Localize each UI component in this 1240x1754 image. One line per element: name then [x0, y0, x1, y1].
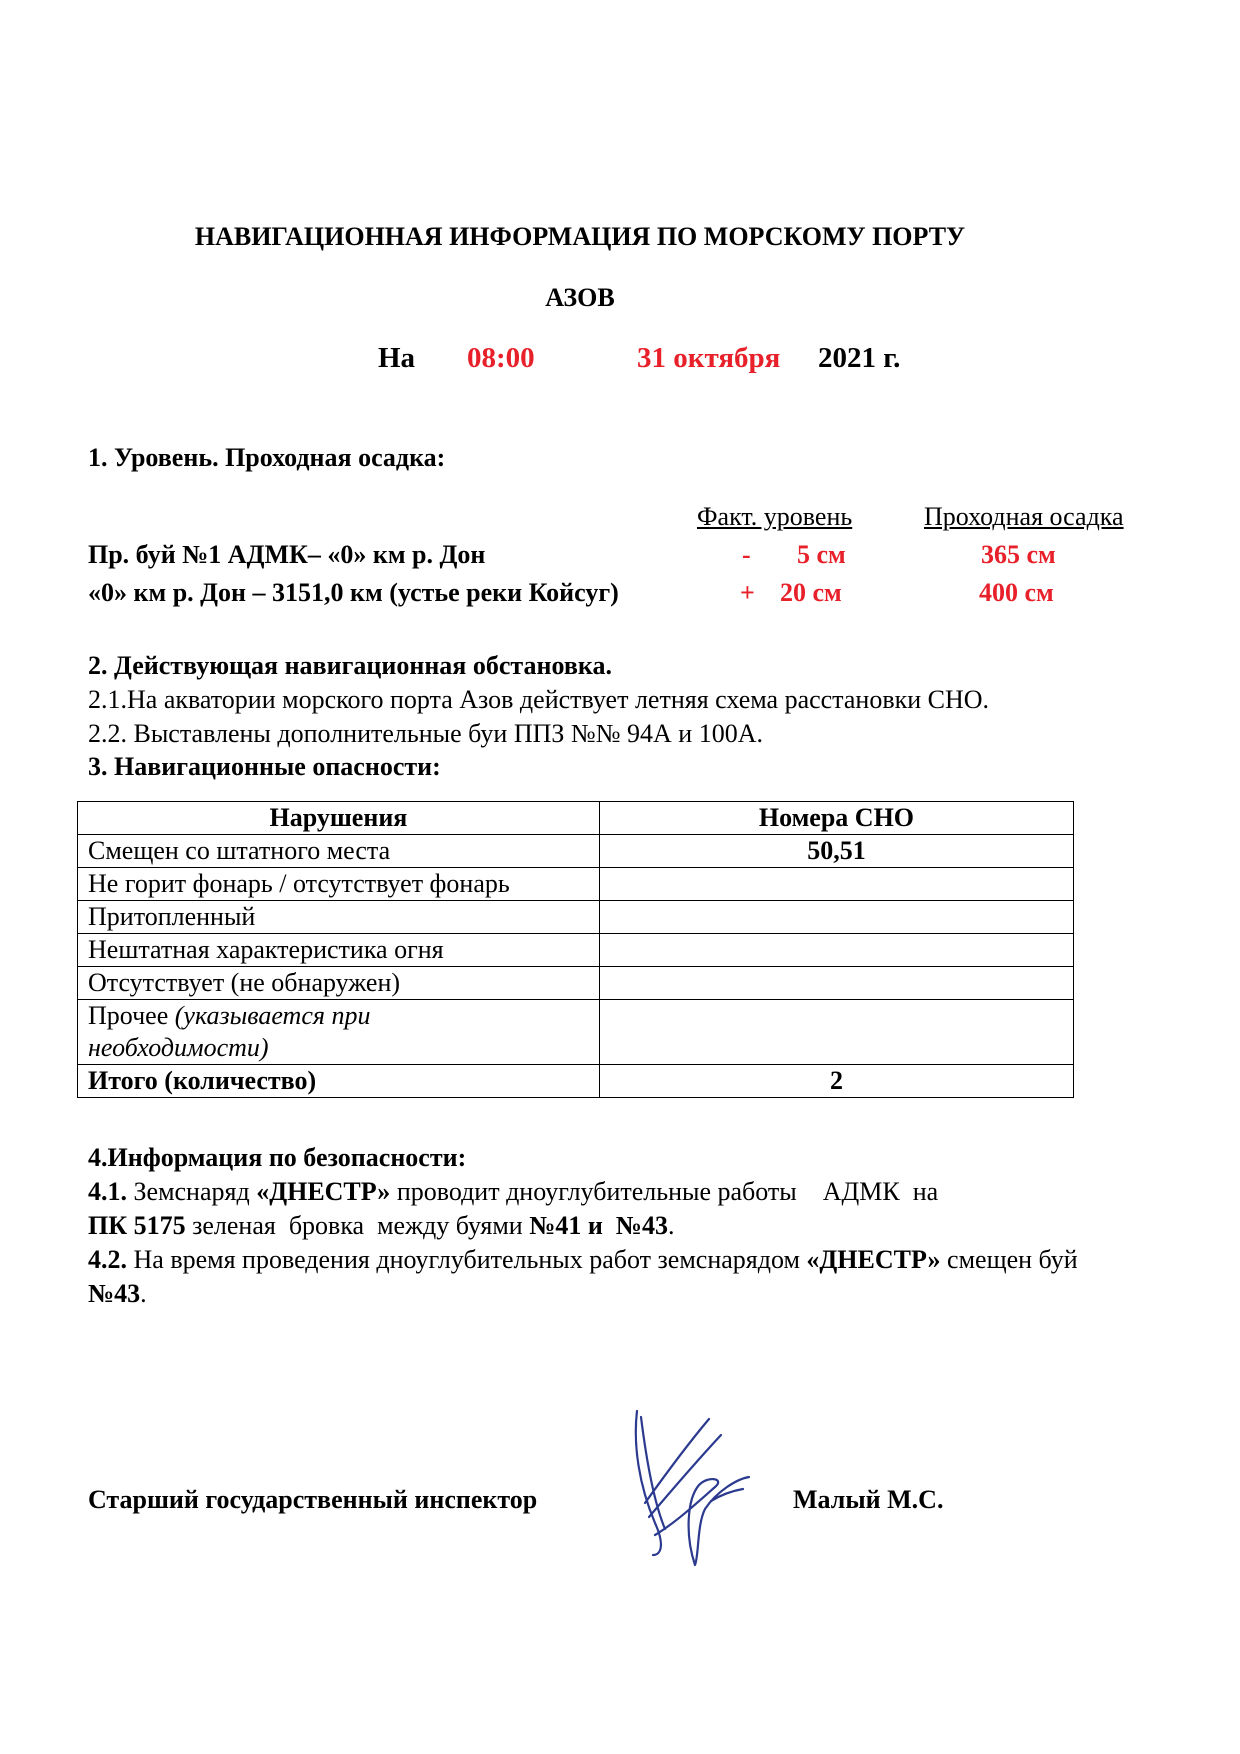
violation-label: Отсутствует (не обнаружен) [78, 967, 600, 1000]
total-label: Итого (количество) [78, 1065, 600, 1098]
level-row-sign: + [740, 578, 755, 607]
level-row-value: 20 см [780, 578, 842, 607]
violation-numbers [599, 1000, 1073, 1065]
safety-paragraph-2-cont [88, 1279, 147, 1309]
violation-numbers [599, 868, 1073, 901]
safety-paragraph-1 [88, 1177, 938, 1207]
violation-other-cell [78, 1000, 600, 1065]
report-year: 2021 г. [818, 342, 901, 374]
vessel-name: «ДНЕСТР» [256, 1177, 391, 1206]
table-row-other [78, 1000, 1074, 1065]
violation-numbers: 50,51 [599, 835, 1073, 868]
safety-text: зеленая бровка между буями [192, 1211, 523, 1240]
date-prefix: На [378, 342, 416, 374]
table-row [78, 868, 1074, 901]
safety-text: . [140, 1279, 147, 1308]
violation-numbers [599, 901, 1073, 934]
port-name: АЗОВ [545, 283, 615, 312]
section4-heading: 4.Информация по безопасности: [88, 1143, 467, 1172]
section1-heading: 1. Уровень. Проходная осадка: [88, 443, 446, 472]
table-row [78, 835, 1074, 868]
safety-text: проводит дноуглубительные работы АДМК на [396, 1177, 939, 1206]
section2-line: 2.1.На акватории морского порта Азов действует летняя схема расстановки СНО. [88, 685, 990, 714]
buoy-number: №43 [88, 1279, 141, 1308]
level-row-draft: 400 см [979, 578, 1054, 607]
safety-text: смещен буй [947, 1245, 1078, 1274]
signer-name: Малый М.С. [793, 1485, 944, 1514]
signer-position: Старший государственный инспектор [88, 1485, 538, 1514]
violation-other-note: (указывается при [174, 1001, 371, 1030]
col-violations-header: Нарушения [78, 802, 600, 835]
buoy-numbers: №41 и №43 [529, 1211, 668, 1240]
violation-label: Не горит фонарь / отсутствует фонарь [78, 868, 600, 901]
violation-other-note: необходимости) [88, 1033, 269, 1062]
violation-label: Нештатная характеристика огня [78, 934, 600, 967]
safety-paragraph-1-cont [88, 1211, 674, 1241]
level-row-place: Пр. буй №1 АДМК– «0» км р. Дон [88, 540, 486, 569]
hazards-table [77, 801, 1074, 1098]
table-row [78, 967, 1074, 1000]
total-value: 2 [599, 1065, 1073, 1098]
col-passing-draft: Проходная осадка [924, 502, 1124, 531]
section2-heading: 2. Действующая навигационная обстановка. [88, 651, 612, 680]
report-time: 08:00 [467, 342, 535, 374]
violation-numbers [599, 967, 1073, 1000]
document-title: НАВИГАЦИОННАЯ ИНФОРМАЦИЯ ПО МОРСКОМУ ПОРТУ [194, 222, 966, 251]
vessel-name: «ДНЕСТР» [806, 1245, 941, 1274]
col-fact-level: Факт. уровень [697, 502, 853, 531]
violation-other-label: Прочее [88, 1001, 169, 1030]
table-total-row [78, 1065, 1074, 1098]
level-row-value: 5 см [797, 540, 846, 569]
table-row [78, 901, 1074, 934]
section2-line: 2.2. Выставлены дополнительные буи ППЗ №№ 94А и 100А. [88, 719, 763, 748]
violation-label: Смещен со штатного места [78, 835, 600, 868]
violation-numbers [599, 934, 1073, 967]
safety-paragraph-2 [88, 1245, 1078, 1275]
level-row-draft: 365 см [981, 540, 1056, 569]
table-header-row [78, 802, 1074, 835]
report-day-month: 31 октября [637, 342, 781, 374]
safety-text: На время проведения дноуглубительных работ земснарядом [133, 1245, 800, 1274]
col-numbers-header: Номера СНО [599, 802, 1073, 835]
safety-text: . [667, 1211, 675, 1240]
violation-label: Притопленный [78, 901, 600, 934]
level-row-sign: - [742, 540, 751, 569]
picket-number: ПК 5175 [88, 1211, 186, 1240]
level-row-place: «0» км р. Дон – 3151,0 км (устье реки Койсуг) [88, 578, 619, 607]
safety-item-number: 4.1. [88, 1177, 127, 1206]
table-row [78, 934, 1074, 967]
safety-item-number: 4.2. [88, 1245, 127, 1274]
safety-text: Земснаряд [133, 1177, 250, 1206]
handwritten-signature-icon [625, 1405, 765, 1575]
section3-heading: 3. Навигационные опасности: [88, 752, 441, 781]
